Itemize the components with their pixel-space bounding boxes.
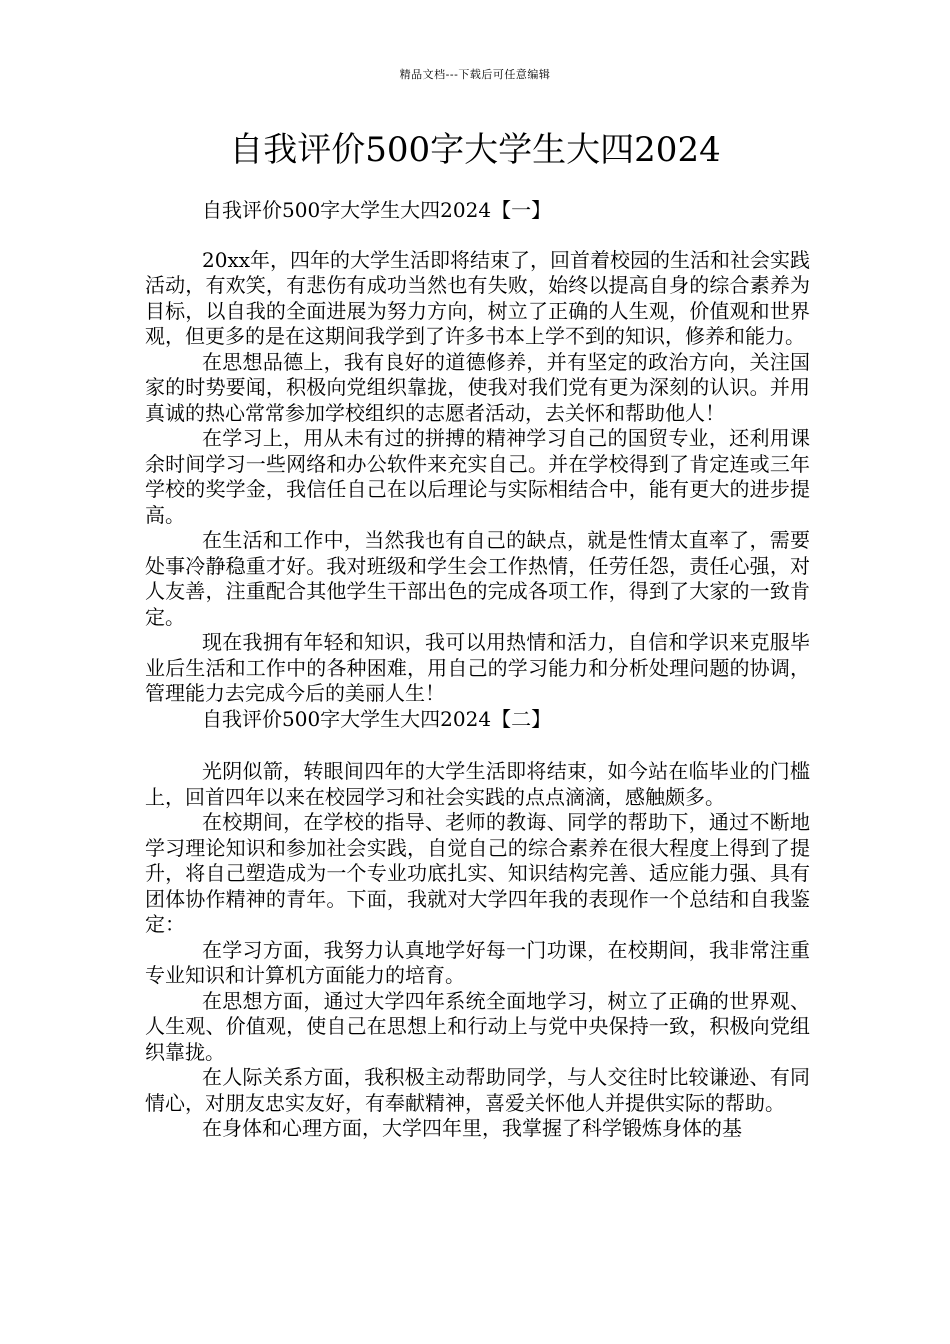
- page-header: 精品文档---下载后可任意编辑: [399, 68, 551, 81]
- paragraph: 光阴似箭，转眼间四年的大学生活即将结束，如今站在临毕业的门槛上，回首四年以来在校园学习和社会实践的点点滴滴，感触颇多。: [145, 759, 810, 809]
- paragraph: 在校期间，在学校的指导、老师的教诲、同学的帮助下，通过不断地学习理论知识和参加社会实践，自觉自己的综合素养在很大程度上得到了提升，将自己塑造成为一个专业功底扎实、知识结构完善、适应能力强、具有团体协作精神的青年。下面，我就对大学四年我的表现作一个总结和自我鉴定：: [145, 810, 810, 936]
- section-heading: 自我评价500字大学生大四2024【一】: [202, 198, 552, 222]
- paragraph: 在人际关系方面，我积极主动帮助同学，与人交往时比较谦逊、有同情心，对朋友忠实友好，有奉献精神，喜爱关怀他人并提供实际的帮助。: [145, 1065, 810, 1115]
- paragraph: 在思想品德上，我有良好的道德修养，并有坚定的政治方向，关注国家的时势要闻，积极向党组织靠拢，使我对我们党有更为深刻的认识。并用真诚的热心常常参加学校组织的志愿者活动，去关怀和帮助他人！: [145, 349, 810, 425]
- section-one: [145, 198, 810, 707]
- paragraph: 在学习方面，我努力认真地学好每一门功课，在校期间，我非常注重专业知识和计算机方面能力的培育。: [145, 937, 810, 987]
- document-body: [145, 198, 810, 1142]
- paragraph: 在学习上，用从未有过的拼搏的精神学习自己的国贸专业，还利用课余时间学习一些网络和办公软件来充实自己。并在学校得到了肯定连或三年学校的奖学金，我信任自己在以后理论与实际相结合中，能有更大的进步提高。: [145, 426, 810, 527]
- paragraph: 20xx年，四年的大学生活即将结束了，回首着校园的生活和社会实践活动，有欢笑，有悲伤有成功当然也有失败，始终以提高自身的综合素养为目标，以自我的全面进展为努力方向，树立了正确的人生观，价值观和世界观，但更多的是在这期间我学到了许多书本上学不到的知识，修养和能力。: [145, 247, 811, 348]
- paragraph: 现在我拥有年轻和知识，我可以用热情和活力，自信和学识来克服毕业后生活和工作中的各种困难，用自己的学习能力和分析处理问题的协调，管理能力去完成今后的美丽人生！: [145, 630, 810, 705]
- section-two: [145, 707, 810, 1142]
- paragraph: 在生活和工作中，当然我也有自己的缺点，就是性情太直率了，需要处事冷静稳重才好。我对班级和学生会工作热情，任劳任怨，责任心强，对人友善，注重配合其他学生干部出色的完成各项工作，得到了大家的一致肯定。: [145, 528, 810, 629]
- document-title: 自我评价500字大学生大四2024: [229, 130, 721, 170]
- paragraph: 在思想方面，通过大学四年系统全面地学习，树立了正确的世界观、人生观、价值观，使自己在思想上和行动上与党中央保持一致，积极向党组织靠拢。: [145, 988, 810, 1064]
- section-heading: 自我评价500字大学生大四2024【二】: [202, 706, 552, 731]
- paragraph: 在身体和心理方面，大学四年里，我掌握了科学锻炼身体的基: [202, 1116, 742, 1140]
